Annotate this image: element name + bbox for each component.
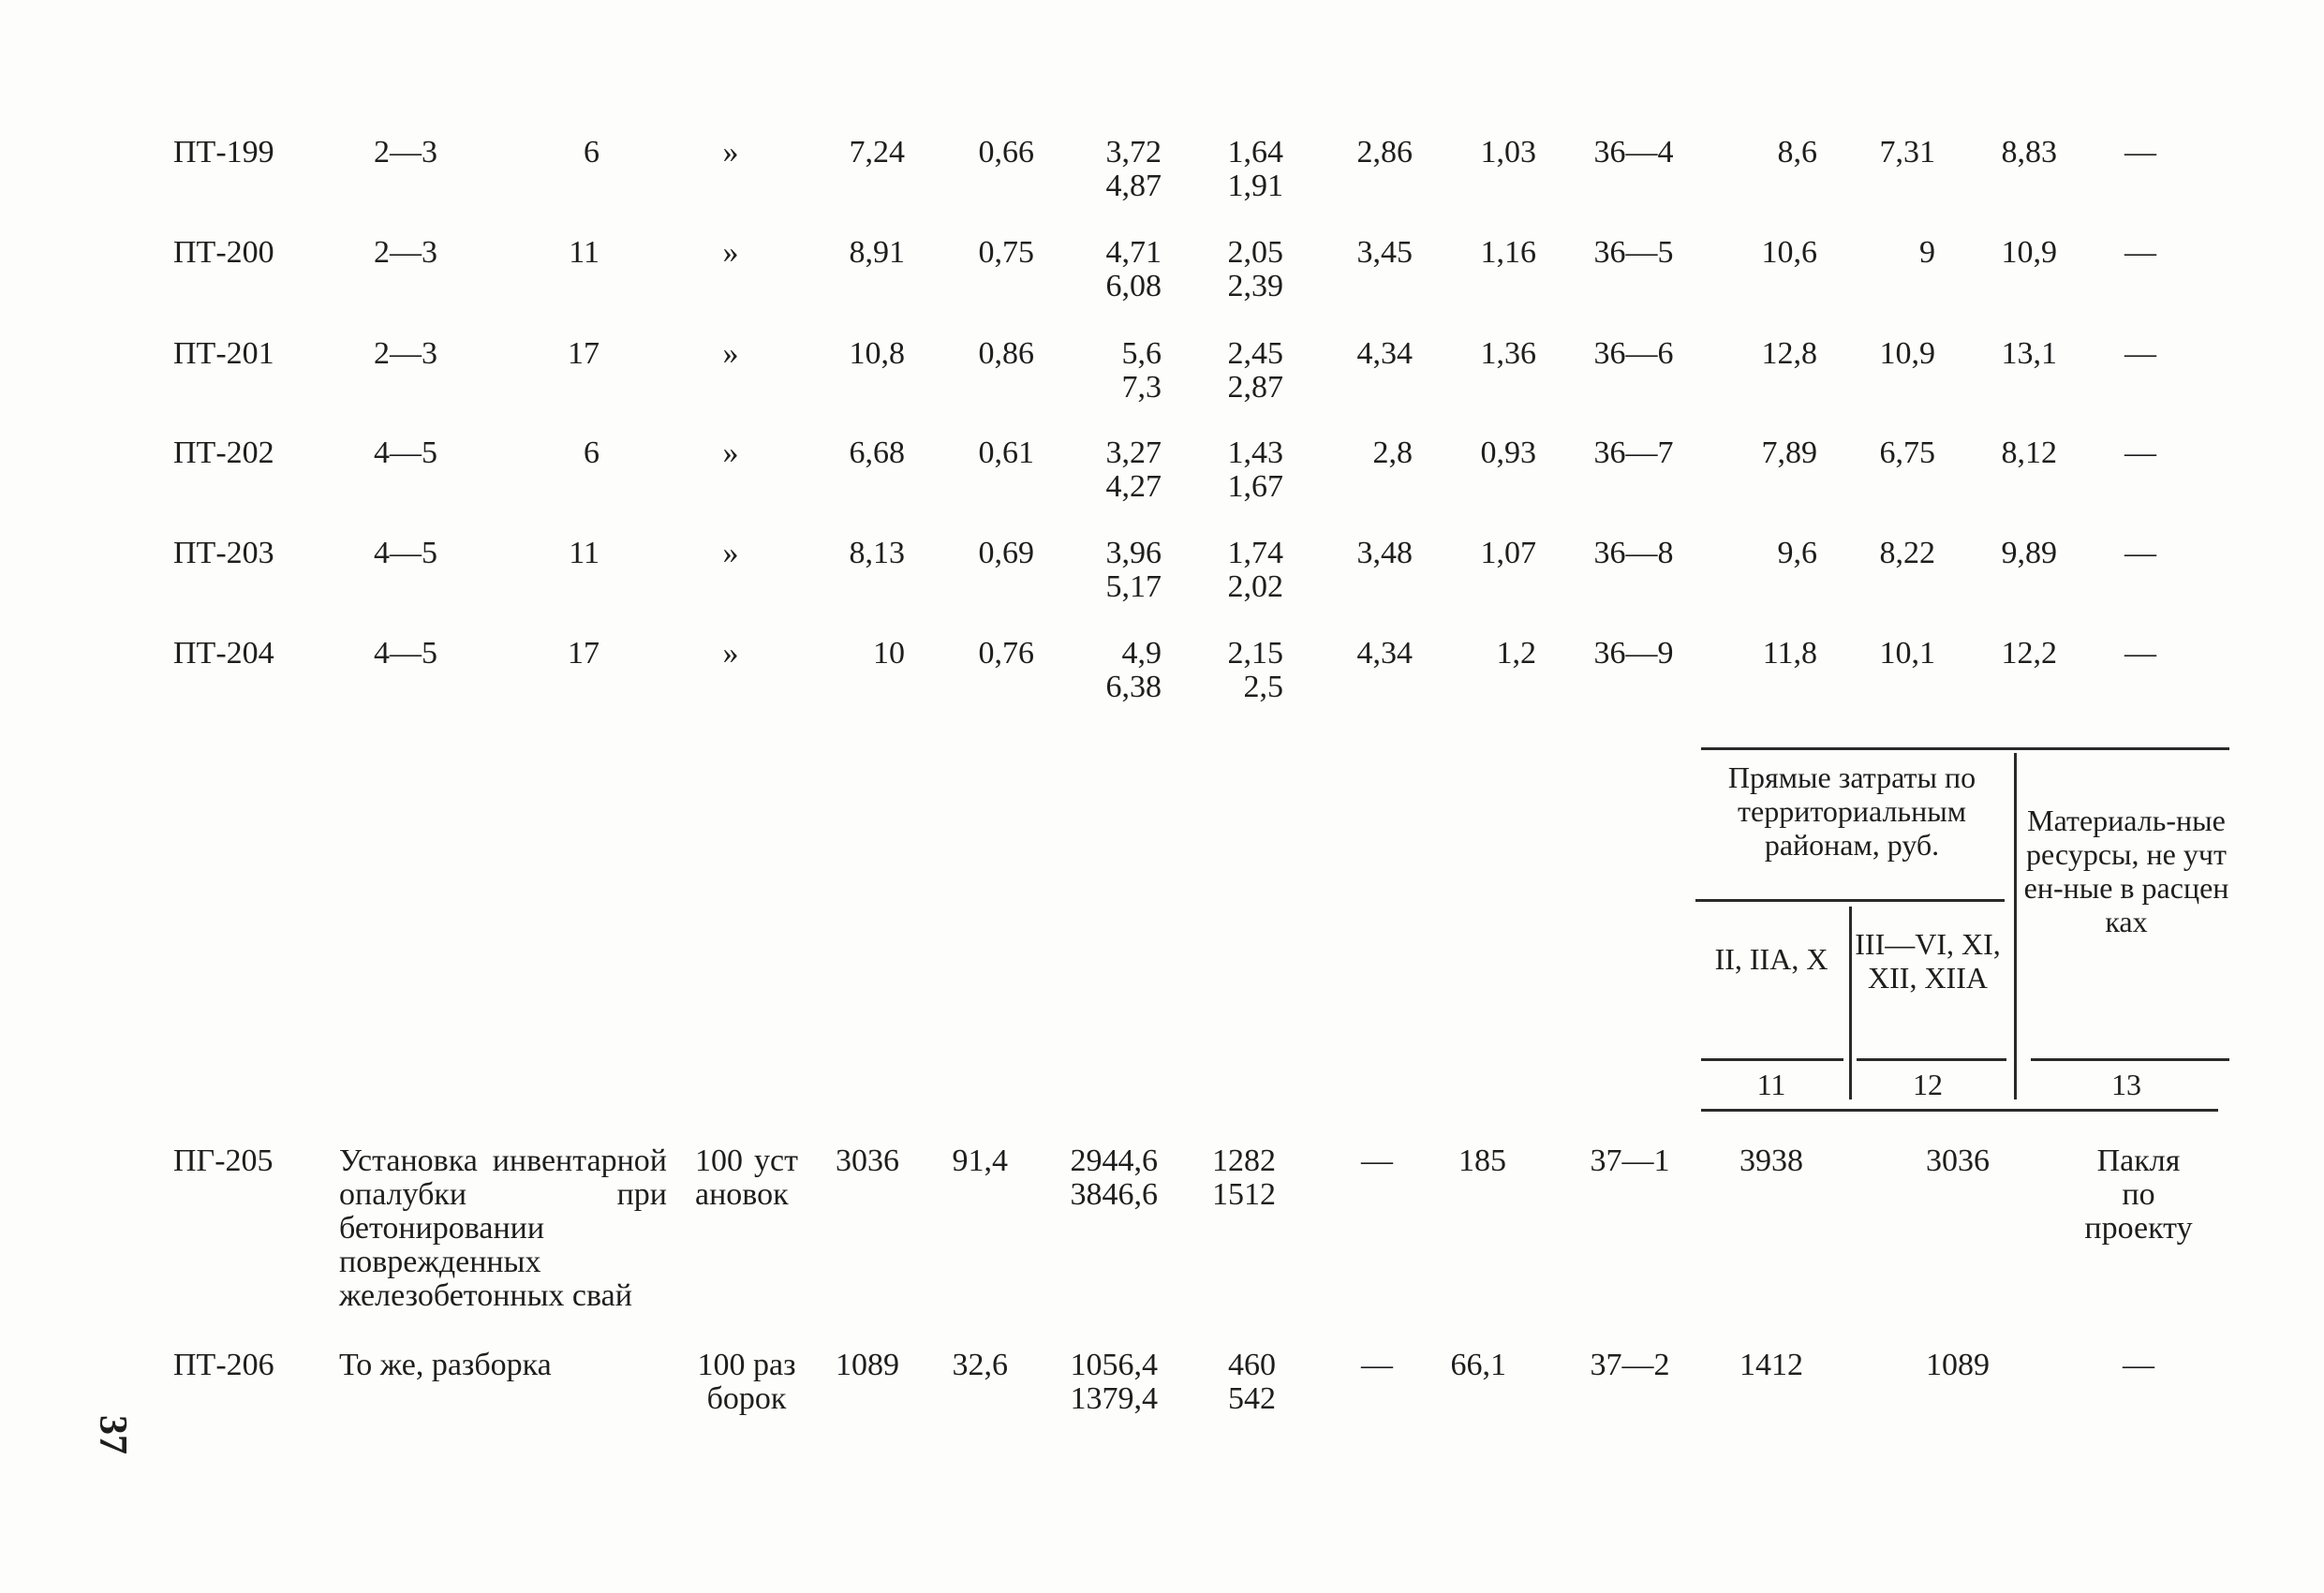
value-3b: 2,39 bbox=[1227, 269, 1283, 303]
value-2a: 2944,6 bbox=[1070, 1143, 1158, 1178]
group-range: 4—5 bbox=[374, 536, 437, 570]
total-cost: 6,68 bbox=[849, 435, 905, 470]
unit-ditto: » bbox=[722, 135, 739, 170]
value-2a: 4,71 bbox=[1105, 235, 1162, 270]
cost-zone-1: 11,8 bbox=[1762, 636, 1817, 671]
value-1: 0,76 bbox=[978, 636, 1034, 671]
cost-zone-2: 3036 bbox=[1926, 1143, 1990, 1178]
reference: 37—1 bbox=[1590, 1143, 1670, 1178]
materials-note: — bbox=[2123, 1348, 2154, 1382]
work-description: То же, разборка bbox=[339, 1348, 552, 1382]
reference: 36—5 bbox=[1593, 235, 1674, 270]
rate-code: ПТ-201 bbox=[173, 336, 274, 371]
cost-zone-3: 13,1 bbox=[2001, 336, 2057, 371]
total-cost: 1089 bbox=[836, 1348, 899, 1382]
value-3b: 2,5 bbox=[1243, 670, 1283, 704]
cost-zone-2: 9 bbox=[1919, 235, 1935, 270]
value-2a: 3,72 bbox=[1105, 135, 1162, 170]
value-3b: 1512 bbox=[1212, 1177, 1276, 1212]
cost-zone-2: 10,9 bbox=[1879, 336, 1935, 371]
value-5: 1,36 bbox=[1480, 336, 1536, 371]
cost-zone-2: 6,75 bbox=[1879, 435, 1935, 470]
value-2b: 6,08 bbox=[1105, 269, 1162, 303]
unit-ditto: » bbox=[722, 336, 739, 371]
unit-ditto: » bbox=[722, 536, 739, 570]
unit-ditto: » bbox=[722, 636, 739, 671]
total-cost: 10,8 bbox=[849, 336, 905, 371]
cost-zone-1: 12,8 bbox=[1761, 336, 1817, 371]
value-3b: 2,02 bbox=[1227, 569, 1283, 604]
header-top-rule bbox=[1701, 747, 2229, 750]
reference: 36—6 bbox=[1593, 336, 1674, 371]
count: 11 bbox=[569, 235, 600, 270]
unit-ditto: » bbox=[722, 235, 739, 270]
value-5: 185 bbox=[1458, 1143, 1506, 1178]
group-range: 2—3 bbox=[374, 235, 437, 270]
value-1: 0,69 bbox=[978, 536, 1034, 570]
cost-zone-3: 8,83 bbox=[2001, 135, 2057, 170]
value-2b: 4,27 bbox=[1105, 469, 1162, 504]
value-1: 0,86 bbox=[978, 336, 1034, 371]
count: 6 bbox=[584, 135, 600, 170]
cost-zone-1: 8,6 bbox=[1777, 135, 1817, 170]
cost-zone-2: 7,31 bbox=[1879, 135, 1935, 170]
col13-number: 13 bbox=[2111, 1068, 2141, 1101]
rate-code: ПТ-199 bbox=[173, 135, 274, 170]
cost-zone-3: 8,12 bbox=[2001, 435, 2057, 470]
count: 17 bbox=[568, 636, 600, 671]
rate-code: ПГ-205 bbox=[173, 1143, 274, 1178]
count: 6 bbox=[584, 435, 600, 470]
reference: 36—9 bbox=[1593, 636, 1674, 671]
value-5: 0,93 bbox=[1480, 435, 1536, 470]
value-4: — bbox=[1361, 1348, 1393, 1382]
cost-zone-2: 10,1 bbox=[1879, 636, 1935, 671]
value-3a: 2,45 bbox=[1227, 336, 1283, 371]
total-cost: 7,24 bbox=[849, 135, 905, 170]
value-3b: 1,91 bbox=[1227, 169, 1283, 203]
unit-of-measure: 100 установок bbox=[695, 1143, 798, 1212]
value-1: 91,4 bbox=[952, 1143, 1008, 1178]
group-range: 2—3 bbox=[374, 135, 437, 170]
reference: 36—7 bbox=[1593, 435, 1674, 470]
header-bottom-rule bbox=[1701, 1109, 2218, 1112]
value-3a: 1,43 bbox=[1227, 435, 1283, 470]
value-2b: 1379,4 bbox=[1070, 1381, 1158, 1416]
value-2a: 1056,4 bbox=[1070, 1348, 1158, 1382]
direct-costs-heading: Прямые затраты по территориальным районам, руб. bbox=[1727, 760, 1976, 862]
unit-ditto: » bbox=[722, 435, 739, 470]
value-4: 3,48 bbox=[1356, 536, 1413, 570]
col11-heading: II, IIA, X bbox=[1714, 942, 1828, 976]
cost-zone-3: 12,2 bbox=[2001, 636, 2057, 671]
materials-note: — bbox=[2124, 135, 2156, 170]
cost-zone-1: 3938 bbox=[1739, 1143, 1803, 1178]
count: 11 bbox=[569, 536, 600, 570]
page-number: 37 bbox=[91, 1415, 134, 1454]
value-4: 4,34 bbox=[1356, 336, 1413, 371]
cost-zone-1: 7,89 bbox=[1761, 435, 1817, 470]
cost-zone-2: 8,22 bbox=[1879, 536, 1935, 570]
value-2a: 3,96 bbox=[1105, 536, 1162, 570]
value-3b: 542 bbox=[1228, 1381, 1276, 1416]
unit-of-measure: 100 разборок bbox=[697, 1348, 796, 1416]
materials-note: — bbox=[2124, 336, 2156, 371]
cost-zone-1: 10,6 bbox=[1761, 235, 1817, 270]
value-5: 1,07 bbox=[1480, 536, 1536, 570]
reference: 36—4 bbox=[1593, 135, 1674, 170]
header-num-rule-12 bbox=[1857, 1058, 2006, 1061]
header-num-rule-13 bbox=[2031, 1058, 2229, 1061]
reference: 37—2 bbox=[1590, 1348, 1670, 1382]
rate-code: ПТ-203 bbox=[173, 536, 274, 570]
cost-zone-3: 9,89 bbox=[2001, 536, 2057, 570]
reference: 36—8 bbox=[1593, 536, 1674, 570]
header-divider-12 bbox=[1849, 907, 1852, 1099]
value-3a: 1,64 bbox=[1227, 135, 1283, 170]
value-5: 1,2 bbox=[1496, 636, 1536, 671]
header-divider-13 bbox=[2014, 753, 2017, 1099]
col11-number: 11 bbox=[1756, 1068, 1786, 1101]
materials-note: — bbox=[2124, 636, 2156, 671]
materials-note: — bbox=[2124, 435, 2156, 470]
materials-heading: Материаль-ные ресурсы, не учтен-ные в расценках bbox=[2023, 804, 2229, 938]
rate-code: ПТ-200 bbox=[173, 235, 274, 270]
value-2b: 4,87 bbox=[1105, 169, 1162, 203]
value-4: 4,34 bbox=[1356, 636, 1413, 671]
value-2b: 7,3 bbox=[1121, 370, 1162, 405]
total-cost: 3036 bbox=[836, 1143, 899, 1178]
value-4: 2,86 bbox=[1356, 135, 1413, 170]
header-mid-rule bbox=[1695, 899, 2005, 902]
value-1: 0,66 bbox=[978, 135, 1034, 170]
value-2a: 3,27 bbox=[1105, 435, 1162, 470]
value-2b: 5,17 bbox=[1105, 569, 1162, 604]
rate-code: ПТ-206 bbox=[173, 1348, 274, 1382]
value-3b: 2,87 bbox=[1227, 370, 1283, 405]
value-3a: 1,74 bbox=[1227, 536, 1283, 570]
header-num-rule-11 bbox=[1701, 1058, 1843, 1061]
total-cost: 8,13 bbox=[849, 536, 905, 570]
value-5: 66,1 bbox=[1450, 1348, 1506, 1382]
cost-zone-2: 1089 bbox=[1926, 1348, 1990, 1382]
value-3a: 1282 bbox=[1212, 1143, 1276, 1178]
cost-zone-1: 1412 bbox=[1739, 1348, 1803, 1382]
value-2a: 5,6 bbox=[1121, 336, 1162, 371]
materials-note: Пакля по проекту bbox=[2084, 1143, 2193, 1246]
total-cost: 8,91 bbox=[849, 235, 905, 270]
value-1: 0,75 bbox=[978, 235, 1034, 270]
materials-note: — bbox=[2124, 235, 2156, 270]
value-4: 3,45 bbox=[1356, 235, 1413, 270]
total-cost: 10 bbox=[873, 636, 905, 671]
value-4: 2,8 bbox=[1372, 435, 1413, 470]
col12-heading: III—VI, XI, XII, XIIA bbox=[1855, 927, 2001, 995]
value-3a: 2,15 bbox=[1227, 636, 1283, 671]
value-2b: 6,38 bbox=[1105, 670, 1162, 704]
group-range: 4—5 bbox=[374, 636, 437, 671]
value-1: 0,61 bbox=[978, 435, 1034, 470]
materials-note: — bbox=[2124, 536, 2156, 570]
group-range: 4—5 bbox=[374, 435, 437, 470]
rate-code: ПТ-202 bbox=[173, 435, 274, 470]
value-4: — bbox=[1361, 1143, 1393, 1178]
value-1: 32,6 bbox=[952, 1348, 1008, 1382]
value-3a: 2,05 bbox=[1227, 235, 1283, 270]
work-description: Установка инвентарной опалубки при бетонировании поврежденных железобетонных свай bbox=[339, 1143, 667, 1313]
rate-code: ПТ-204 bbox=[173, 636, 274, 671]
value-2a: 4,9 bbox=[1121, 636, 1162, 671]
value-5: 1,03 bbox=[1480, 135, 1536, 170]
cost-zone-1: 9,6 bbox=[1777, 536, 1817, 570]
value-3a: 460 bbox=[1228, 1348, 1276, 1382]
group-range: 2—3 bbox=[374, 336, 437, 371]
value-2b: 3846,6 bbox=[1070, 1177, 1158, 1212]
value-3b: 1,67 bbox=[1227, 469, 1283, 504]
count: 17 bbox=[568, 336, 600, 371]
col12-number: 12 bbox=[1913, 1068, 1943, 1101]
cost-zone-3: 10,9 bbox=[2001, 235, 2057, 270]
value-5: 1,16 bbox=[1480, 235, 1536, 270]
